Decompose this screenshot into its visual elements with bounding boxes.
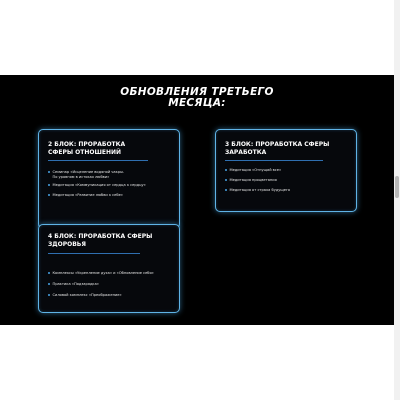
bullet-icon [225,189,227,191]
section-title-line-1: ОБНОВЛЕНИЯ ТРЕТЬЕГО [120,86,274,98]
list-item [48,170,124,179]
list-item [48,183,146,188]
list-item-text [53,170,125,179]
card-title [48,141,125,157]
card-title [225,141,329,157]
section-title [0,87,394,109]
list-item-text: Медитация от страха будущего [229,188,291,192]
card-title-line-1: 4 БЛОК: ПРОРАБОТКА СФЕРЫ [48,233,153,240]
list-item-line-2: По уровням в истоках любви» [52,174,110,179]
list-item-text: Комплексы «Укрепление духа» и «Обновление себя» [52,271,154,275]
list-item-text: Медитация «Развитие любви к себе» [52,193,123,197]
card-title [48,233,152,249]
bullet-icon [48,171,50,173]
card-title-line-2: ЗДОРОВЬЯ [48,241,86,248]
bullet-icon [48,283,50,285]
list-item [225,188,290,193]
card-block-3-earnings [215,129,357,212]
card-divider [225,160,323,161]
list-item [48,193,123,198]
bullet-icon [225,169,227,171]
list-item [225,168,281,173]
scrollbar-thumb[interactable] [395,176,399,198]
card-block-4-health [38,224,180,313]
card-title-line-2: СФЕРЫ ОТНОШЕНИЙ [48,149,122,156]
list-item-text: Силовой комплекс «Преображение» [52,293,122,297]
list-item-text: Медитация «Коммуникация от сердца к сердцу» [52,183,146,187]
list-item-text: Медитация «Отпущай все» [229,168,282,172]
list-item-text: Практика «Подзарядка» [52,282,99,286]
list-item-line-1: Семинар «Исцеление водяной чакры. [52,170,125,174]
scrollbar[interactable] [394,0,400,400]
list-item [48,293,122,298]
list-item [225,178,277,183]
card-divider [48,253,140,254]
list-item-text: Медитация процветания [229,178,277,182]
card-block-2-relationships [38,129,180,229]
bullet-icon [48,294,50,296]
card-title-line-1: 2 БЛОК: ПРОРАБОТКА [48,141,126,148]
card-title-line-1: 3 БЛОК: ПРОРАБОТКА СФЕРЫ [225,141,330,148]
bullet-icon [225,179,227,181]
list-item [48,271,154,276]
bullet-icon [48,184,50,186]
card-divider [48,160,148,161]
updates-section [0,75,394,325]
bullet-icon [48,194,50,196]
section-title-line-2: МЕСЯЦА: [168,97,226,109]
card-title-line-2: ЗАРАБОТКА [225,149,267,156]
bullet-icon [48,272,50,274]
list-item [48,282,99,287]
